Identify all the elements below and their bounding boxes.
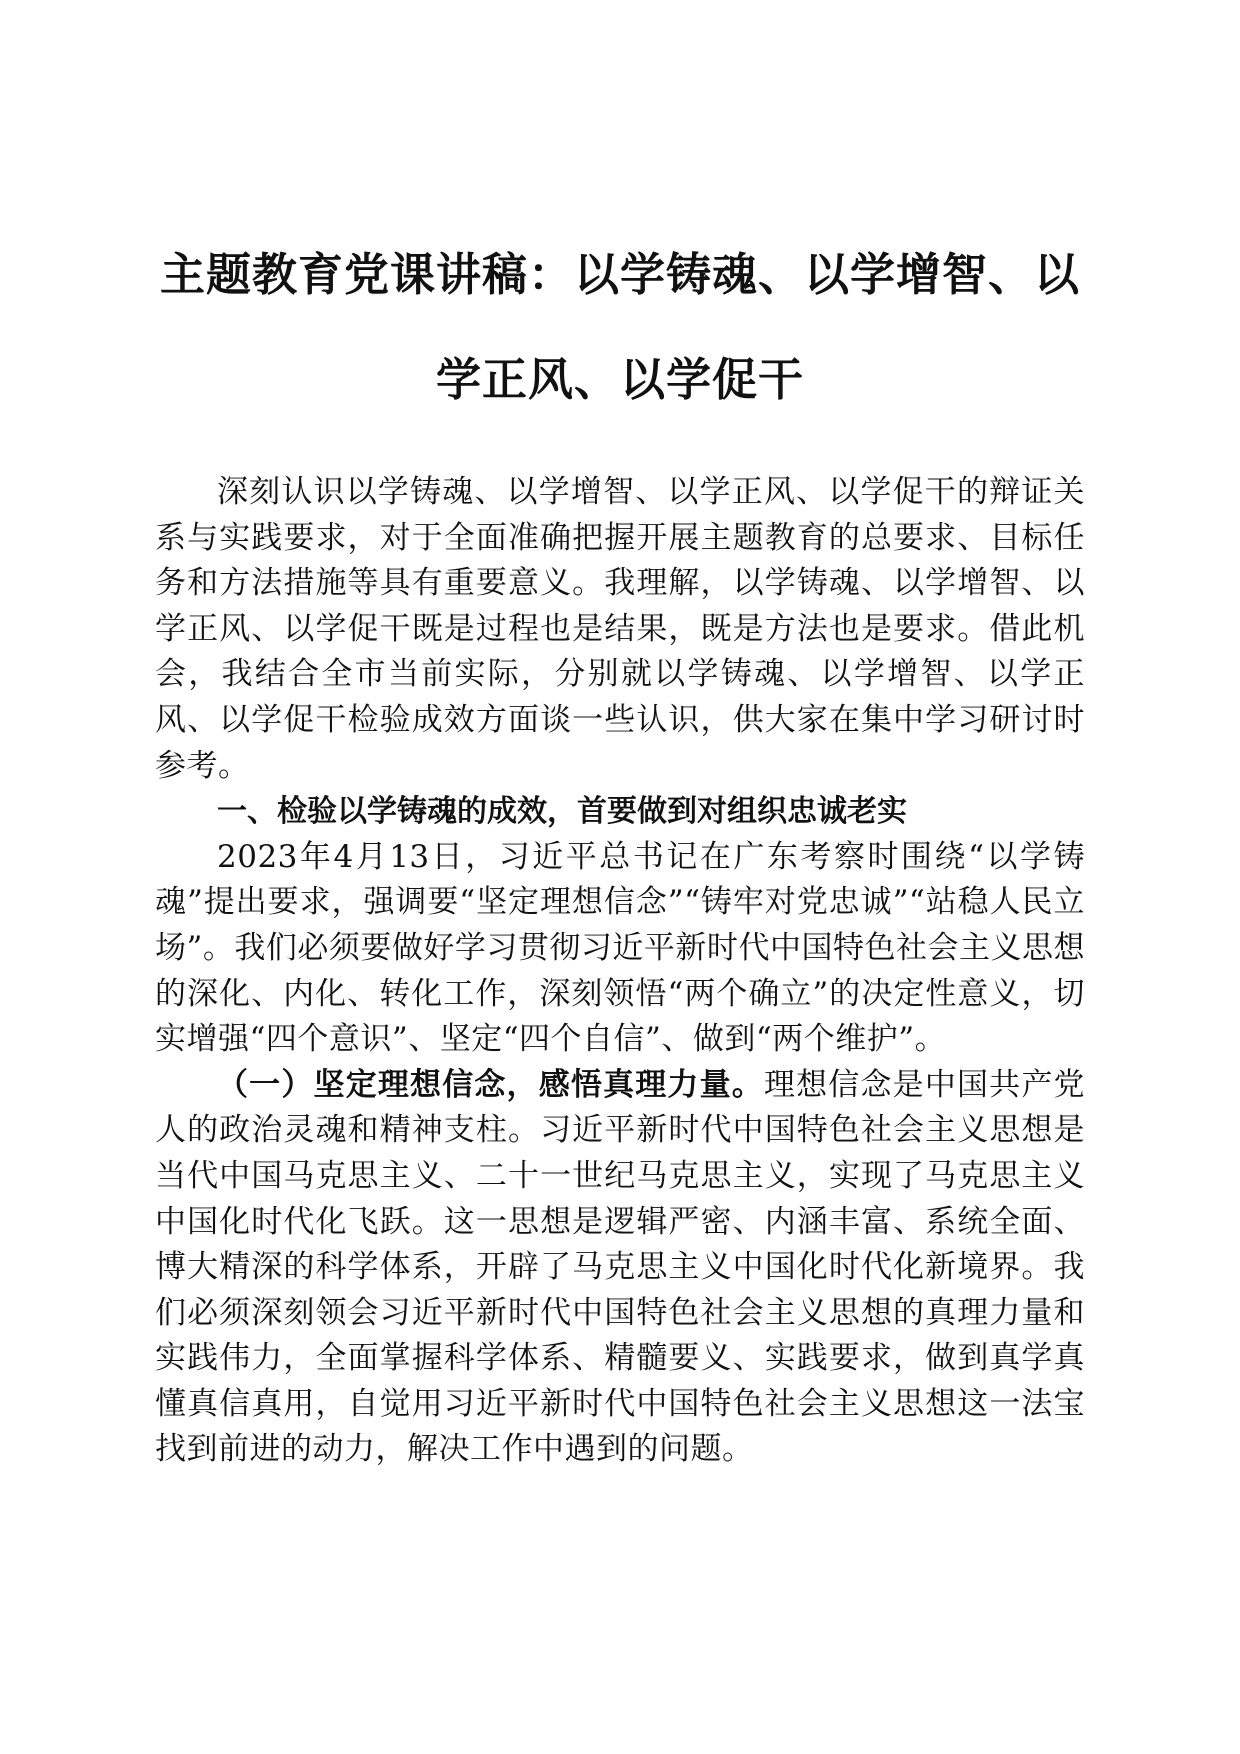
section-1-paragraph: 2023年4月13日，习近平总书记在广东考察时围绕“以学铸魂”提出要求，强调要“坚定理想信念”“铸牢对党忠诚”“站稳人民立场”。我们必须要做好学习贯彻习近平新时代中国特色社会主义思想的深化、内化、转化工作，深刻领悟“两个确立”的决定性意义，切实增强“四个意识”、坚定“四个自信”、做到“两个维护”。 (155, 838, 1085, 1058)
subsection-1-lead: （一）坚定理想信念，感悟真理力量。 (217, 1066, 764, 1103)
subsection-1-text: 理想信念是中国共产党人的政治灵魂和精神支柱。习近平新时代中国特色社会主义思想是当代中国马克思主义、二十一世纪马克思主义，实现了马克思主义中国化时代化飞跃。这一思想是逻辑严密、内涵丰富、系统全面、博大精深的科学体系，开辟了马克思主义中国化时代化新境界。我们必须深刻领会习近平新时代中国特色社会主义思想的真理力量和实践伟力，全面掌握科学体系、精髓要义、实践要求，做到真学真懂真信真用，自觉用习近平新时代中国特色社会主义思想这一法宝找到前进的动力，解决工作中遇到的问题。 (155, 1066, 1086, 1468)
document-title: 主题教育党课讲稿：以学铸魂、以学增智、以学正风、以学促干 (159, 248, 1080, 406)
document-body (155, 470, 1085, 1473)
intro-paragraph: 深刻认识以学铸魂、以学增智、以学正风、以学促干的辩证关系与实践要求，对于全面准确把握开展主题教育的总要求、目标任务和方法措施等具有重要意义。我理解，以学铸魂、以学增智、以学正风、以学促干既是过程也是结果，既是方法也是要求。借此机会，我结合全市当前实际，分别就以学铸魂、以学增智、以学正风、以学促干检验成效方面谈一些认识，供大家在集中学习研讨时参考。 (155, 474, 1085, 784)
subsection-1-paragraph (155, 1063, 1085, 1473)
section-heading-1: 一、检验以学铸魂的成效，首要做到对组织忠诚老实 (217, 794, 907, 830)
